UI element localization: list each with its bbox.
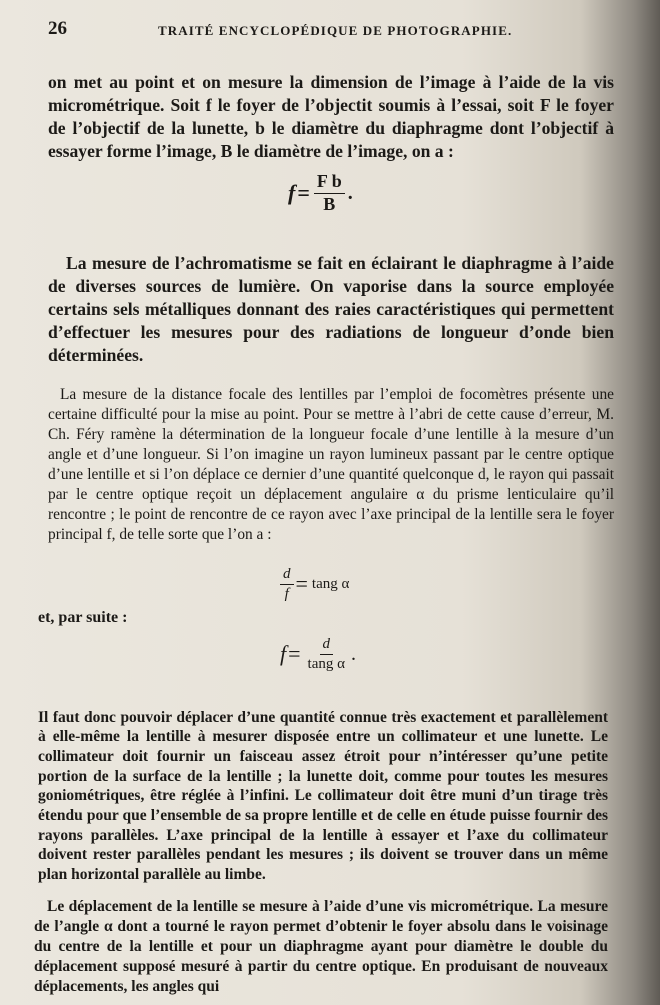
paragraph-fery-method: La mesure de la distance focale des lentilles par l’emploi de focomètres présente une certaine difficulté pour la mise au point. Pour se mettre à l’abri de cette cause d’erreur, M. Ch. Féry ramène la détermination de la longueur focale d’une lentille à la mesure d’un angle et d’une longueur. Si l’on imagine un rayon lumineux passant par le centre optique d’une lentille et si l’on déplace ce dernier d’une quantité quelconque d, le rayon qui passait par le centre optique reçoit un déplacement angulaire α du prisme lenticulaire qu’il rencontre ; le point de rencontre de ce rayon avec l’axe principal de la lentille sera le foyer principal f, de telle sorte que l’on a :: [48, 386, 614, 543]
fraction-numerator: d: [280, 566, 294, 585]
fraction: [280, 566, 294, 602]
equals-sign: =: [297, 180, 310, 206]
equation-rhs: tang α: [311, 575, 350, 592]
page-number: 26: [48, 18, 67, 39]
fraction-denominator: tang α: [307, 655, 345, 672]
equation-tangent: [280, 566, 349, 602]
equation-lhs: f: [280, 641, 287, 666]
fraction: [305, 636, 348, 672]
fraction-numerator: d: [320, 636, 334, 655]
paragraph-1: on met au point et on mesure la dimension de l’image à l’aide de la vis micrométrique. Soit f le foyer de l’objectit soumis à l’essai, soit F le foyer de l’objectif de la lunette, b le diamètre du diaphragme dont l’objectif à essayer forme l’image, B le diamètre de l’image, on a :: [48, 71, 614, 162]
equation-lhs: f: [288, 180, 296, 206]
paragraph-displacement: Le déplacement de la lentille se mesure à l’aide d’une vis micrométrique. La mesure de l’angle α dont a tourné le rayon permet d’obtenir le foyer absolu dans le voisinage du centre de la lentille et pour un diaphragme ayant pour diamètre le double du déplacement supposé mesuré à partir du centre optique. En produisant de nouveaux déplacements, les angles qui: [34, 897, 608, 996]
fraction: [314, 172, 345, 215]
page-header: [48, 18, 608, 42]
equation-focal-from-angle: [280, 636, 356, 672]
equation-period: .: [347, 181, 353, 204]
running-title: TRAITÉ ENCYCLOPÉDIQUE DE PHOTOGRAPHIE.: [158, 23, 513, 38]
fraction-denominator: B: [323, 193, 336, 214]
et-par-suite: et, par suite :: [38, 609, 128, 626]
equation-period: .: [350, 642, 356, 665]
equals-sign: =: [288, 641, 301, 666]
fraction-denominator: f: [284, 585, 289, 602]
fraction-numerator: F b: [314, 172, 345, 194]
paragraph-achromatism: La mesure de l’achromatisme se fait en éclairant le diaphragme à l’aide de diverses sources de lumière. On vaporise dans la source employée certains sels métalliques donnant des raies caractéristiques qui permettent d’effectuer les mesures pour des radiations de longueur d’onde bien déterminées.: [48, 252, 614, 366]
equation-focal-length: [288, 172, 353, 215]
equals-sign: =: [295, 571, 308, 596]
paragraph-collimator: Il faut donc pouvoir déplacer d’une quantité connue très exactement et parallèlement à elle-même la lentille à mesurer disposée entre un collimateur et une lunette. Le collimateur doit fournir un faisceau assez étroit pour n’intéresser qu’une petite portion de la surface de la lentille ; la lunette doit, comme pour toutes les mesures goniométriques, être réglée à l’infini. Le collimateur doit être muni d’un tirage très étendu pour que l’ensemble de sa propre lentille et de celle en étude puisse fournir des rayons parallèles. L’axe principal de la lentille à essayer et l’axe du collimateur doivent rester parallèles pendant les mesures ; ils doivent se trouver dans un même plan horizontal parallèle au limbe.: [38, 708, 608, 884]
